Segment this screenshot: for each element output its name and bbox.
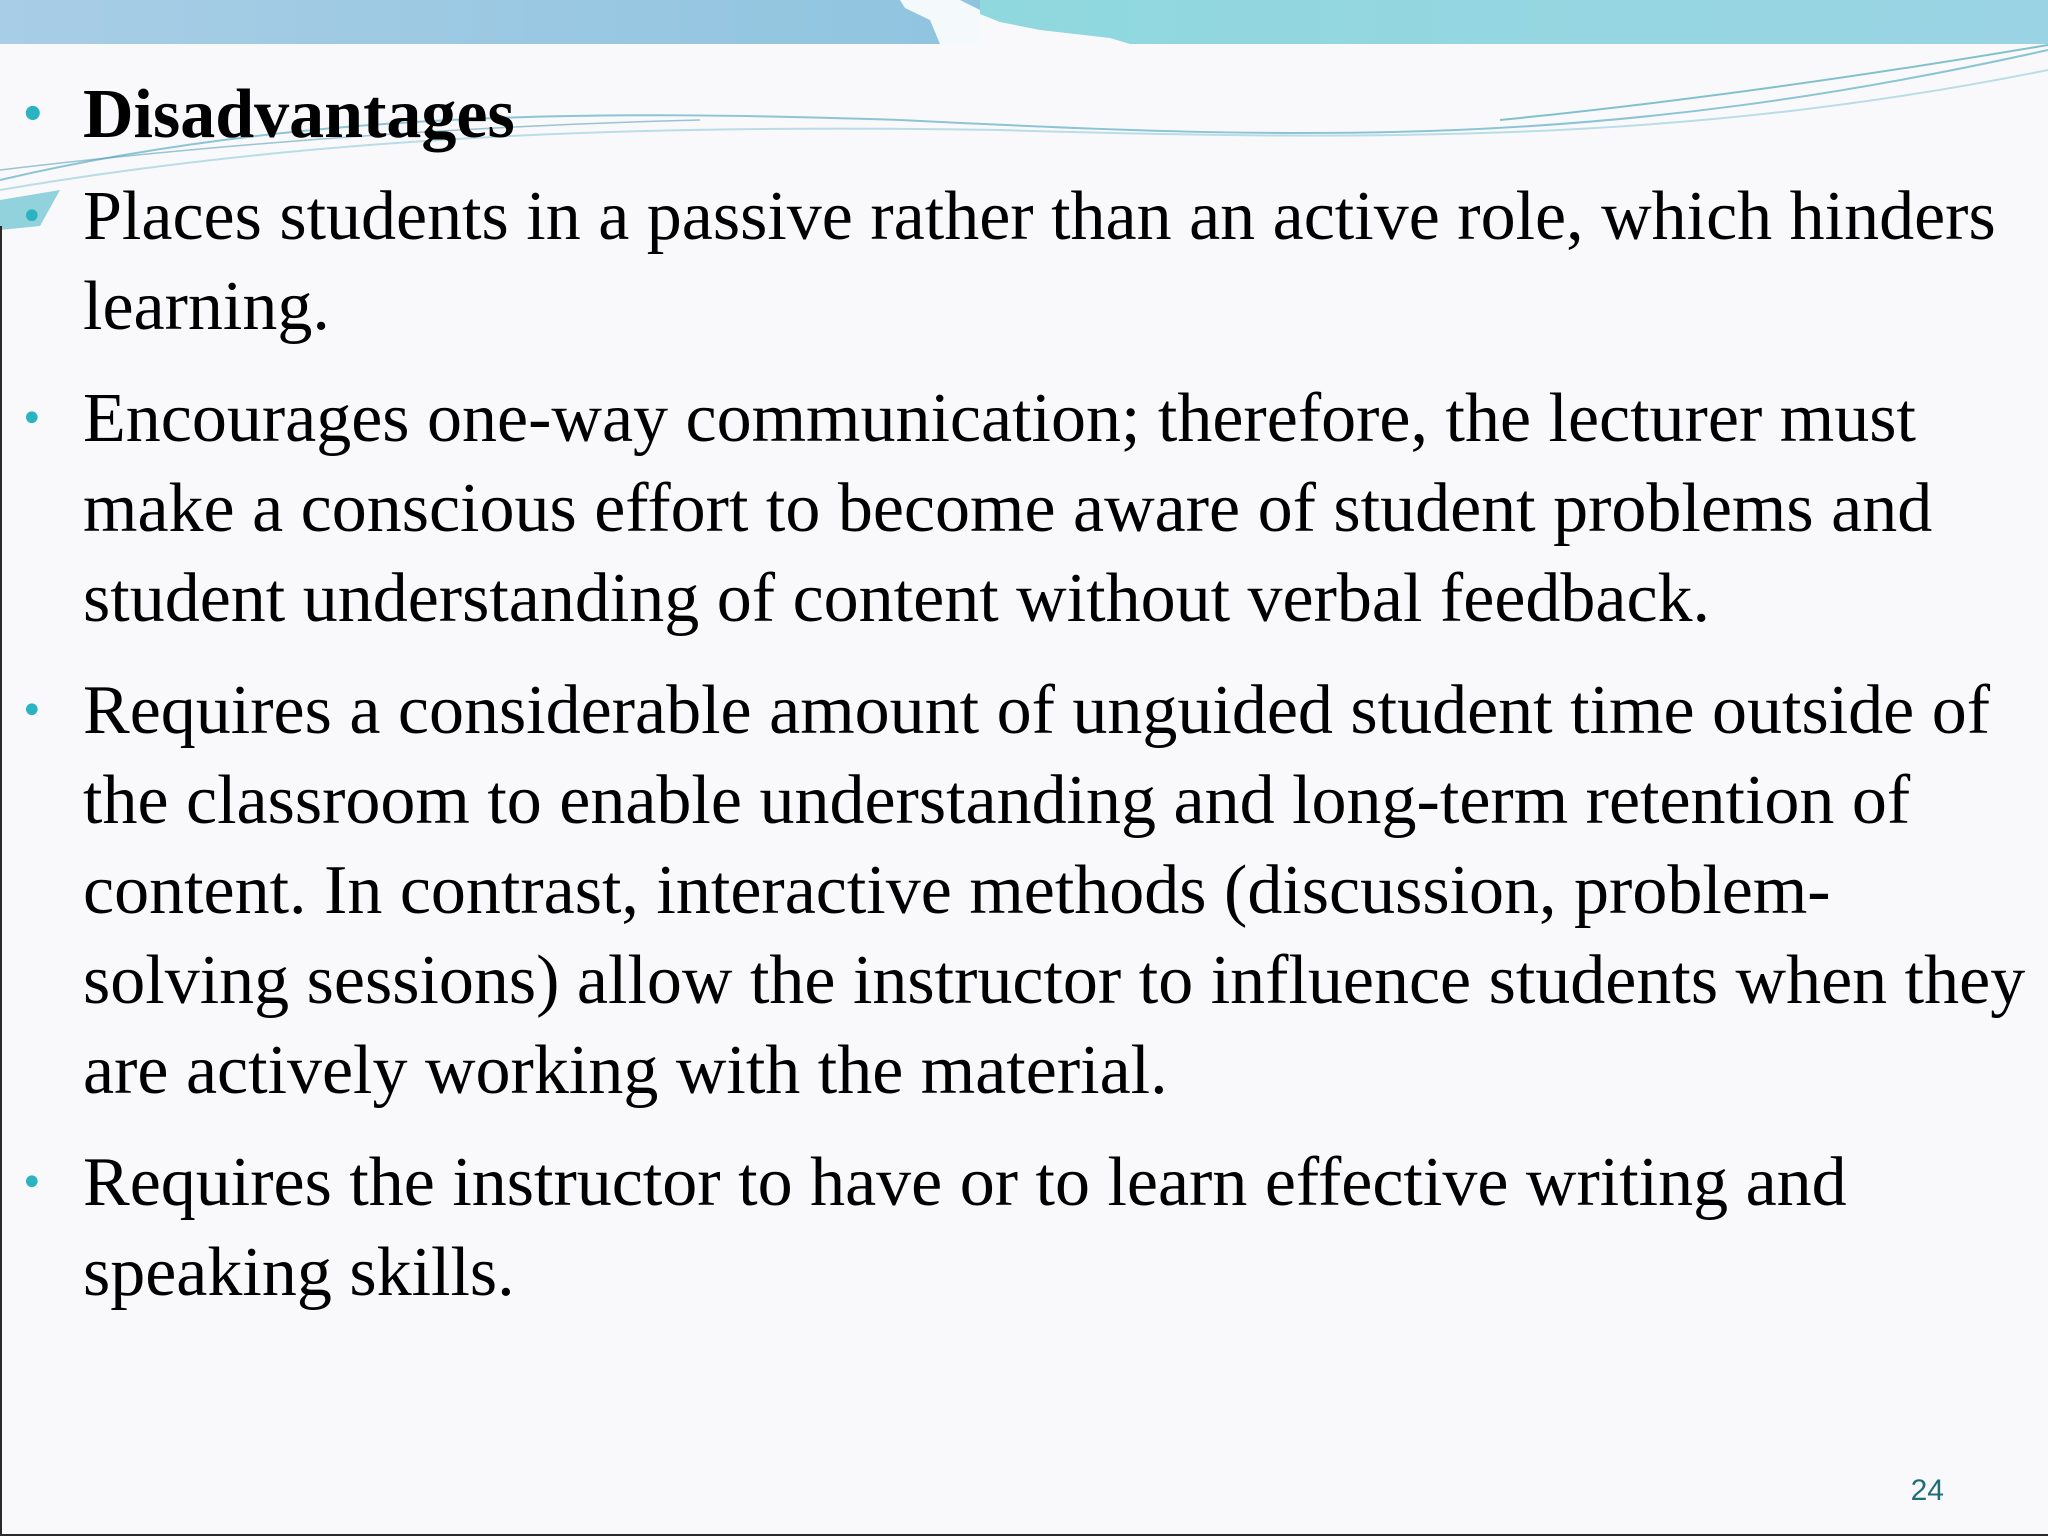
bullet-text: Disadvantages: [83, 76, 515, 153]
round-bullet-icon: •: [20, 688, 44, 734]
page-number: 24: [1910, 1474, 1944, 1507]
bullet-passive-role: [0, 172, 2048, 352]
bullet-heading-disadvantages: [0, 70, 2048, 160]
round-bullet-icon: •: [20, 194, 44, 240]
bullet-list: [0, 70, 2048, 1340]
bullet-one-way-communication: [0, 374, 2048, 644]
round-bullet-icon: •: [20, 396, 44, 442]
bullet-writing-speaking-skills: [0, 1138, 2048, 1318]
round-bullet-icon: •: [20, 92, 46, 138]
round-bullet-icon: •: [20, 1160, 44, 1206]
bullet-text: Requires the instructor to have or to learn effective writing and speaking skills.: [83, 1144, 1847, 1311]
bullet-text: Encourages one-way communication; therefore, the lecturer must make a conscious effort to become aware of student problems and student understanding of content without verbal feedback.: [83, 380, 1933, 637]
bullet-unguided-time: [0, 666, 2048, 1116]
bullet-text: Requires a considerable amount of unguided student time outside of the classroom to enable understanding and long-term retention of content. In contrast, interactive methods (discussion, problem-solving sessions) allow the instructor to influence students when they are actively working with the material.: [83, 672, 2026, 1109]
bullet-text: Places students in a passive rather than an active role, which hinders learning.: [83, 178, 1996, 345]
